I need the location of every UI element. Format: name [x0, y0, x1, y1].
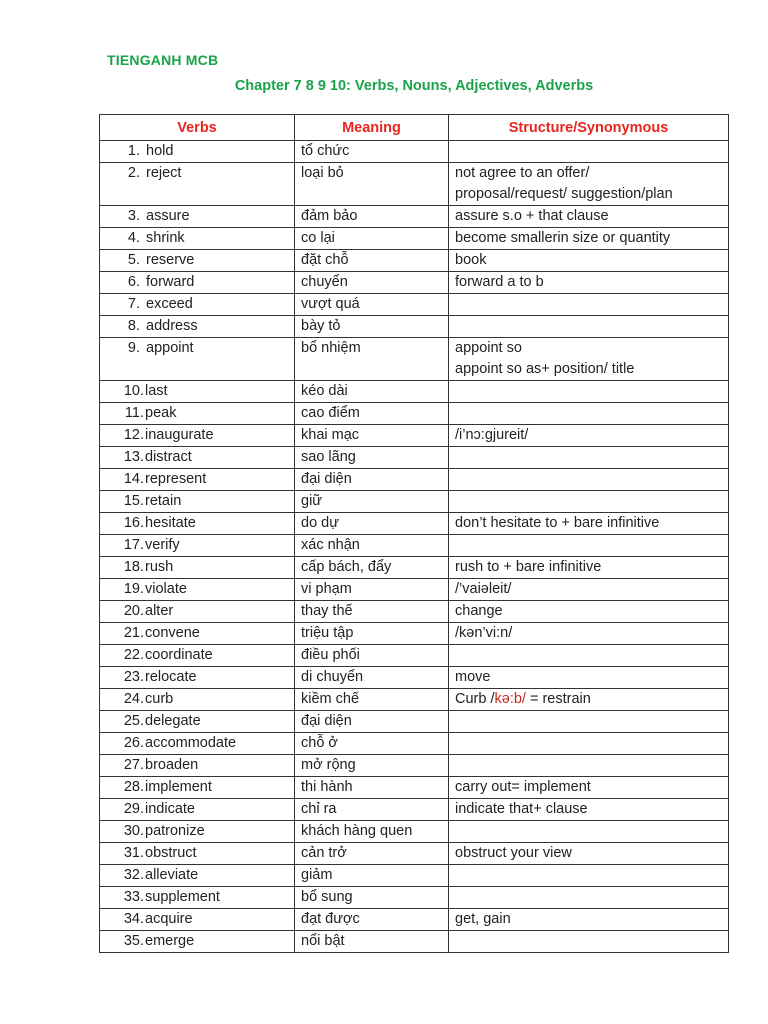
structure-cell [449, 601, 729, 623]
meaning-cell: đảm bảo [295, 206, 449, 228]
table-row [100, 206, 729, 228]
row-number: 23. [123, 669, 144, 685]
structure-cell [449, 206, 729, 228]
structure-cell [449, 711, 729, 733]
verb-cell [100, 689, 295, 711]
meaning-cell: cao điểm [295, 403, 449, 425]
meaning-cell: chỉ ra [295, 799, 449, 821]
table-row [100, 909, 729, 931]
verb-cell [100, 777, 295, 799]
meaning-cell: khai mạc [295, 425, 449, 447]
structure-text: carry out= implement [455, 779, 591, 795]
meaning-cell: di chuyển [295, 667, 449, 689]
structure-cell [449, 425, 729, 447]
structure-cell [449, 316, 729, 338]
meaning-cell: điều phối [295, 645, 449, 667]
verb-cell [100, 821, 295, 843]
row-number: 25. [123, 713, 144, 729]
structure-cell [449, 799, 729, 821]
row-number: 28. [123, 779, 144, 795]
verb-cell [100, 579, 295, 601]
verb-word: patronize [145, 823, 205, 839]
table-row [100, 163, 729, 206]
row-number: 5. [127, 252, 140, 268]
table-row [100, 272, 729, 294]
meaning-cell: giảm [295, 865, 449, 887]
row-number: 11. [124, 405, 144, 421]
meaning-cell: vi phạm [295, 579, 449, 601]
meaning-cell: đặt chỗ [295, 250, 449, 272]
meaning-cell: giữ [295, 491, 449, 513]
table-row [100, 557, 729, 579]
table-row [100, 623, 729, 645]
verb-word: distract [145, 449, 192, 465]
row-number: 4. [127, 230, 140, 246]
structure-cell [449, 843, 729, 865]
verb-cell [100, 403, 295, 425]
row-number: 8. [127, 318, 140, 334]
table-body [100, 141, 729, 953]
table-row [100, 843, 729, 865]
row-number: 2. [127, 165, 140, 181]
structure-cell [449, 865, 729, 887]
row-number: 13. [123, 449, 144, 465]
verb-word: coordinate [145, 647, 213, 663]
table-row [100, 294, 729, 316]
structure-text: forward a to b [455, 274, 544, 290]
vocabulary-table [99, 114, 729, 953]
row-number: 32. [123, 867, 144, 883]
row-number: 26. [123, 735, 144, 751]
table-row [100, 381, 729, 403]
structure-text: don’t hesitate to + bare infinitive [455, 515, 660, 531]
table-row [100, 141, 729, 163]
verb-cell [100, 447, 295, 469]
table-row [100, 689, 729, 711]
meaning-cell: chỗ ở [295, 733, 449, 755]
row-number: 9. [127, 340, 140, 356]
structure-text: become smallerin size or quantity [455, 230, 671, 246]
verb-word: relocate [145, 669, 197, 685]
structure-cell [449, 755, 729, 777]
verb-word: hold [146, 143, 174, 159]
table-row [100, 579, 729, 601]
table-row [100, 469, 729, 491]
verb-word: supplement [145, 889, 220, 905]
table-row [100, 447, 729, 469]
meaning-cell: tổ chức [295, 141, 449, 163]
verb-cell [100, 491, 295, 513]
table-row [100, 228, 729, 250]
meaning-cell: thay thế [295, 601, 449, 623]
verb-cell [100, 557, 295, 579]
structure-text-line2: proposal/request/ suggestion/plan [455, 186, 673, 202]
verb-word: exceed [146, 296, 193, 312]
structure-cell [449, 579, 729, 601]
structure-text: book [455, 252, 487, 268]
structure-cell [449, 272, 729, 294]
table-row [100, 535, 729, 557]
verb-cell [100, 316, 295, 338]
meaning-cell: bổ nhiệm [295, 338, 449, 381]
meaning-cell: cấp bách, đẩy [295, 557, 449, 579]
verb-cell [100, 733, 295, 755]
verb-cell [100, 909, 295, 931]
row-number: 34. [123, 911, 144, 927]
verb-word: inaugurate [145, 427, 214, 443]
meaning-cell: xác nhận [295, 535, 449, 557]
row-number: 29. [123, 801, 144, 817]
verb-word: obstruct [145, 845, 197, 861]
meaning-cell: kéo dài [295, 381, 449, 403]
structure-cell [449, 623, 729, 645]
row-number: 20. [123, 603, 144, 619]
row-number: 30. [123, 823, 144, 839]
structure-cell [449, 338, 729, 381]
row-number: 33. [123, 889, 144, 905]
structure-text: = restrain [525, 691, 591, 707]
table-row [100, 645, 729, 667]
verb-word: indicate [145, 801, 195, 817]
table-row [100, 338, 729, 381]
table-row [100, 491, 729, 513]
structure-cell [449, 403, 729, 425]
verb-word: reject [146, 165, 182, 181]
verb-word: implement [145, 779, 212, 795]
structure-cell [449, 777, 729, 799]
structure-cell [449, 931, 729, 953]
structure-text: appoint so [455, 340, 522, 356]
verb-word: broaden [145, 757, 199, 773]
brand-label: TIENGANH MCB [107, 52, 219, 68]
verb-cell [100, 865, 295, 887]
row-number: 3. [127, 208, 140, 224]
row-number: 22. [123, 647, 144, 663]
meaning-cell: vượt quá [295, 294, 449, 316]
row-number: 35. [123, 933, 144, 949]
meaning-cell: đạt được [295, 909, 449, 931]
structure-text: assure s.o + that clause [455, 208, 609, 224]
verb-word: alter [145, 603, 174, 619]
structure-cell [449, 381, 729, 403]
verb-cell [100, 887, 295, 909]
verb-cell [100, 711, 295, 733]
row-number: 21. [123, 625, 144, 641]
verb-cell [100, 931, 295, 953]
verb-cell [100, 338, 295, 381]
verb-word: acquire [145, 911, 193, 927]
meaning-cell: chuyển [295, 272, 449, 294]
meaning-cell: mở rộng [295, 755, 449, 777]
verb-cell [100, 645, 295, 667]
structure-cell [449, 469, 729, 491]
structure-cell [449, 733, 729, 755]
row-number: 17. [123, 537, 144, 553]
row-number: 7. [127, 296, 140, 312]
column-header-meaning: Meaning [295, 115, 449, 141]
structure-text: /i’nɔ:gjureit/ [455, 427, 529, 443]
verb-word: peak [145, 405, 177, 421]
verb-cell [100, 294, 295, 316]
verb-word: retain [145, 493, 182, 509]
meaning-cell: bày tỏ [295, 316, 449, 338]
meaning-cell: triệu tập [295, 623, 449, 645]
verb-word: alleviate [145, 867, 199, 883]
table-row [100, 865, 729, 887]
verb-word: rush [145, 559, 174, 575]
structure-text: get, gain [455, 911, 511, 927]
row-number: 18. [123, 559, 144, 575]
table-row [100, 755, 729, 777]
verb-cell [100, 535, 295, 557]
structure-cell [449, 513, 729, 535]
row-number: 10. [123, 383, 144, 399]
structure-cell [449, 821, 729, 843]
verb-word: curb [145, 691, 174, 707]
verb-cell [100, 469, 295, 491]
table-row [100, 931, 729, 953]
table-row [100, 425, 729, 447]
column-header-verbs: Verbs [100, 115, 295, 141]
table-row [100, 733, 729, 755]
table-row [100, 316, 729, 338]
structure-text: change [455, 603, 503, 619]
meaning-cell: khách hàng quen [295, 821, 449, 843]
row-number: 6. [127, 274, 140, 290]
row-number: 31. [123, 845, 144, 861]
table-row [100, 601, 729, 623]
table-row [100, 250, 729, 272]
meaning-cell: đại diện [295, 469, 449, 491]
structure-text: not agree to an offer/ [455, 165, 590, 181]
verb-word: represent [145, 471, 207, 487]
structure-text: Curb / [455, 691, 495, 707]
meaning-cell: co lại [295, 228, 449, 250]
verb-cell [100, 623, 295, 645]
structure-cell [449, 250, 729, 272]
structure-text: move [455, 669, 491, 685]
structure-cell [449, 909, 729, 931]
table-row [100, 777, 729, 799]
verb-cell [100, 141, 295, 163]
verb-cell [100, 425, 295, 447]
verb-cell [100, 755, 295, 777]
row-number: 19. [123, 581, 144, 597]
verb-word: accommodate [145, 735, 237, 751]
verb-word: shrink [146, 230, 185, 246]
structure-cell [449, 887, 729, 909]
meaning-cell: cản trở [295, 843, 449, 865]
verb-cell [100, 250, 295, 272]
structure-cell [449, 228, 729, 250]
verb-cell [100, 206, 295, 228]
verb-word: address [146, 318, 198, 334]
table-header-row [100, 115, 729, 141]
verb-word: convene [145, 625, 200, 641]
meaning-cell: kiềm chế [295, 689, 449, 711]
row-number: 12. [123, 427, 144, 443]
verb-word: delegate [145, 713, 201, 729]
verb-word: appoint [146, 340, 194, 356]
table-row [100, 821, 729, 843]
table-row [100, 667, 729, 689]
table-row [100, 513, 729, 535]
meaning-cell: do dự [295, 513, 449, 535]
structure-cell [449, 667, 729, 689]
row-number: 16. [123, 515, 144, 531]
structure-cell [449, 535, 729, 557]
structure-cell [449, 141, 729, 163]
structure-cell [449, 294, 729, 316]
meaning-cell: thi hành [295, 777, 449, 799]
verb-word: reserve [146, 252, 195, 268]
structure-cell [449, 447, 729, 469]
structure-text-line2: appoint so as+ position/ title [455, 361, 635, 377]
verb-word: forward [146, 274, 195, 290]
meaning-cell: sao lãng [295, 447, 449, 469]
row-number: 24. [123, 691, 144, 707]
structure-cell [449, 163, 729, 206]
meaning-cell: loại bỏ [295, 163, 449, 206]
structure-text: indicate that+ clause [455, 801, 588, 817]
meaning-cell: nổi bật [295, 931, 449, 953]
verb-word: last [145, 383, 168, 399]
structure-text: /kən’vi:n/ [455, 625, 513, 641]
verb-cell [100, 667, 295, 689]
verb-word: hesitate [145, 515, 196, 531]
structure-text: rush to + bare infinitive [455, 559, 602, 575]
table-row [100, 799, 729, 821]
verb-word: emerge [145, 933, 195, 949]
verb-word: assure [146, 208, 190, 224]
table-row [100, 403, 729, 425]
verb-cell [100, 163, 295, 206]
verb-word: violate [145, 581, 187, 597]
structure-cell [449, 491, 729, 513]
structure-cell [449, 645, 729, 667]
table-row [100, 887, 729, 909]
structure-cell [449, 689, 729, 711]
structure-text: /’vaiəleit/ [455, 581, 512, 597]
column-header-structure: Structure/Synonymous [449, 115, 729, 141]
row-number: 27. [123, 757, 144, 773]
row-number: 15. [123, 493, 144, 509]
verb-cell [100, 513, 295, 535]
meaning-cell: đại diện [295, 711, 449, 733]
verb-cell [100, 228, 295, 250]
verb-cell [100, 381, 295, 403]
verb-cell [100, 601, 295, 623]
table-row [100, 711, 729, 733]
verb-cell [100, 799, 295, 821]
row-number: 14. [123, 471, 144, 487]
structure-text: obstruct your view [455, 845, 572, 861]
verb-cell [100, 272, 295, 294]
verb-cell [100, 843, 295, 865]
verb-word: verify [145, 537, 180, 553]
pronunciation-text: kə:b/ [494, 691, 526, 707]
meaning-cell: bổ sung [295, 887, 449, 909]
chapter-title: Chapter 7 8 9 10: Verbs, Nouns, Adjectives, Adverbs [234, 78, 594, 94]
row-number: 1. [127, 143, 140, 159]
structure-cell [449, 557, 729, 579]
